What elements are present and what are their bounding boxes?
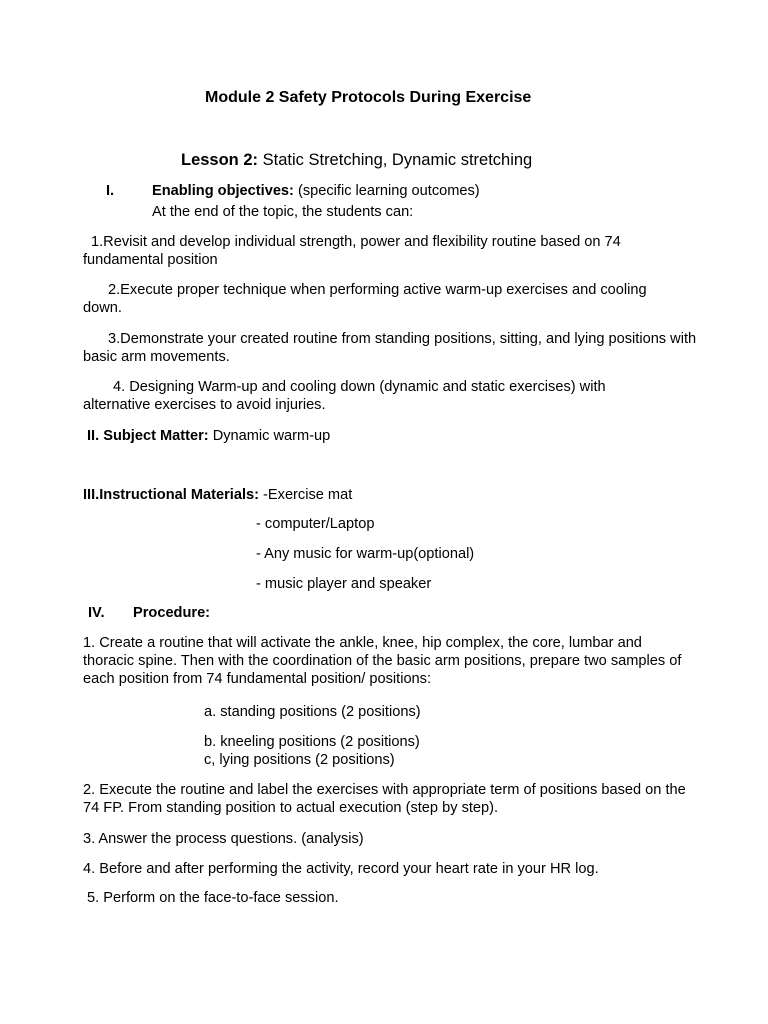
section-1-text: (specific learning outcomes) — [297, 183, 480, 199]
objective-4: 4. Designing Warm-up and cooling down (dynamic and static exercises) with alternative exercises to avoid injuries. — [83, 379, 606, 413]
procedure-sub-a: a. standing positions (2 positions) — [204, 704, 421, 720]
section-3 — [83, 486, 352, 504]
section-4-numeral: IV. — [88, 605, 105, 621]
section-1-numeral: I. — [106, 183, 115, 199]
section-4-label: Procedure: — [133, 605, 211, 621]
procedure-step-1: 1. Create a routine that will activate the ankle, knee, hip complex, the core, lumbar and thoracic spine. Then with the coordination of the basic arm positions, prepare two samples of each position from 74 fundamental position/ positions: — [83, 635, 682, 687]
procedure-step-5: 5. Perform on the face-to-face session. — [83, 890, 339, 906]
page-title: Module 2 Safety Protocols During Exercise — [205, 89, 532, 106]
section-2 — [87, 427, 330, 445]
objective-2: 2.Execute proper technique when performing active warm-up exercises and cooling down. — [83, 282, 647, 316]
objective-1: 1.Revisit and develop individual strength, power and flexibility routine based on 74 fundamental position — [83, 234, 621, 268]
procedure-sub-c: c, lying positions (2 positions) — [204, 752, 395, 768]
lesson-heading — [181, 151, 532, 169]
section-3-label: III.Instructional Materials: — [83, 487, 259, 503]
section-2-label: II. Subject Matter: — [87, 428, 209, 444]
procedure-step-4: 4. Before and after performing the activity, record your heart rate in your HR log. — [83, 861, 599, 877]
procedure-step-3: 3. Answer the process questions. (analysis) — [83, 831, 364, 847]
lesson-text: Static Stretching, Dynamic stretching — [262, 151, 533, 169]
section-2-text: Dynamic warm-up — [212, 428, 331, 444]
material-item: - computer/Laptop — [256, 516, 375, 532]
procedure-sub-b: b. kneeling positions (2 positions) — [204, 734, 420, 750]
lesson-label: Lesson 2: — [181, 151, 259, 169]
material-item: -Exercise mat — [263, 487, 353, 503]
section-1-intro: At the end of the topic, the students can: — [152, 204, 414, 220]
material-item: - music player and speaker — [256, 576, 432, 592]
procedure-step-2: 2. Execute the routine and label the exercises with appropriate term of positions based on the 74 FP. From standing position to actual execution (step by step). — [83, 782, 686, 816]
material-item: - Any music for warm-up(optional) — [256, 546, 475, 562]
objective-3: 3.Demonstrate your created routine from standing positions, sitting, and lying positions with basic arm movements. — [83, 331, 697, 365]
section-1-label: Enabling objectives: — [152, 183, 294, 199]
section-1-heading — [152, 182, 480, 200]
